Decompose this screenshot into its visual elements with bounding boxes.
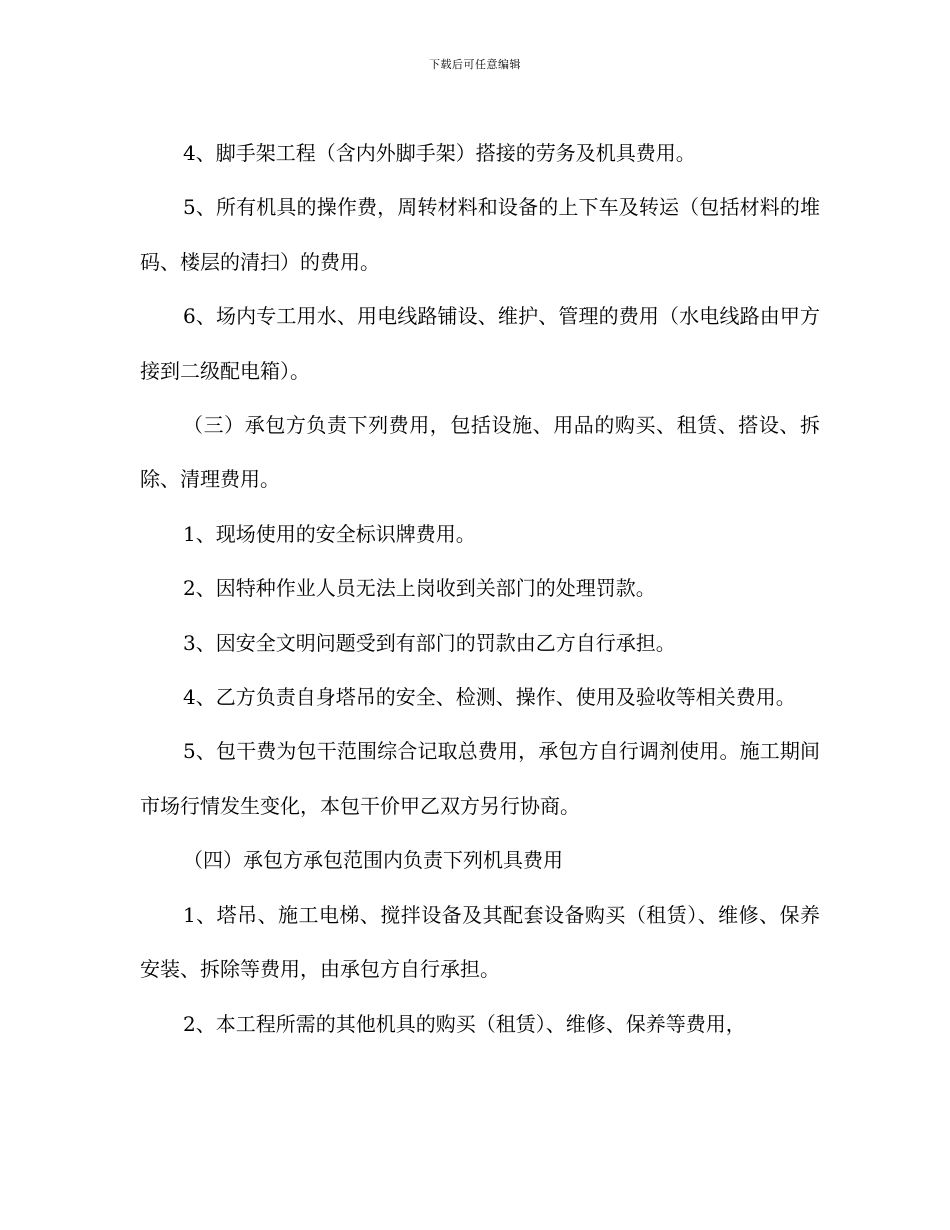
paragraph-water-electric-lines: 6、场内专工用水、用电线路铺设、维护、管理的费用（水电线路由甲方接到二级配电箱）。 <box>140 304 820 383</box>
paragraph-section-four-heading: （四）承包方承包范围内负责下列机具费用 <box>183 848 563 873</box>
paragraph-other-machinery: 2、本工程所需的其他机具的购买（租赁）、维修、保养等费用， <box>183 1011 746 1036</box>
paragraph-section-three-heading: （三）承包方负责下列费用，包括设施、用品的购买、租赁、搭设、拆除、清理费用。 <box>140 413 820 492</box>
paragraph-scaffolding-costs: 4、脚手架工程（含内外脚手架）搭接的劳务及机具费用。 <box>183 141 696 165</box>
paragraph-tower-crane-costs: 4、乙方负责自身塔吊的安全、检测、操作、使用及验收等相关费用。 <box>183 685 796 710</box>
paragraph-machinery-operation-costs: 5、所有机具的操作费，周转材料和设备的上下车及转运（包括材料的堆码、楼层的清扫）的费用。 <box>140 195 820 274</box>
paragraph-special-operator-fines: 2、因特种作业人员无法上岗收到关部门的处理罚款。 <box>183 576 656 601</box>
document-body <box>140 126 820 1051</box>
paragraph-lump-sum-fee: 5、包干费为包干范围综合记取总费用，承包方自行调剂使用。施工期间市场行情发生变化，本包干价甲乙双方另行协商。 <box>140 739 820 818</box>
paragraph-crane-elevator-equipment: 1、塔吊、施工电梯、搅拌设备及其配套设备购买（租赁）、维修、保养安装、拆除等费用，由承包方自行承担。 <box>140 902 820 982</box>
paragraph-safety-fines: 3、因安全文明问题受到有部门的罚款由乙方自行承担。 <box>183 630 676 655</box>
paragraph-safety-signs: 1、现场使用的安全标识牌费用。 <box>183 521 476 546</box>
header-note: 下载后可任意编辑 <box>429 58 521 71</box>
